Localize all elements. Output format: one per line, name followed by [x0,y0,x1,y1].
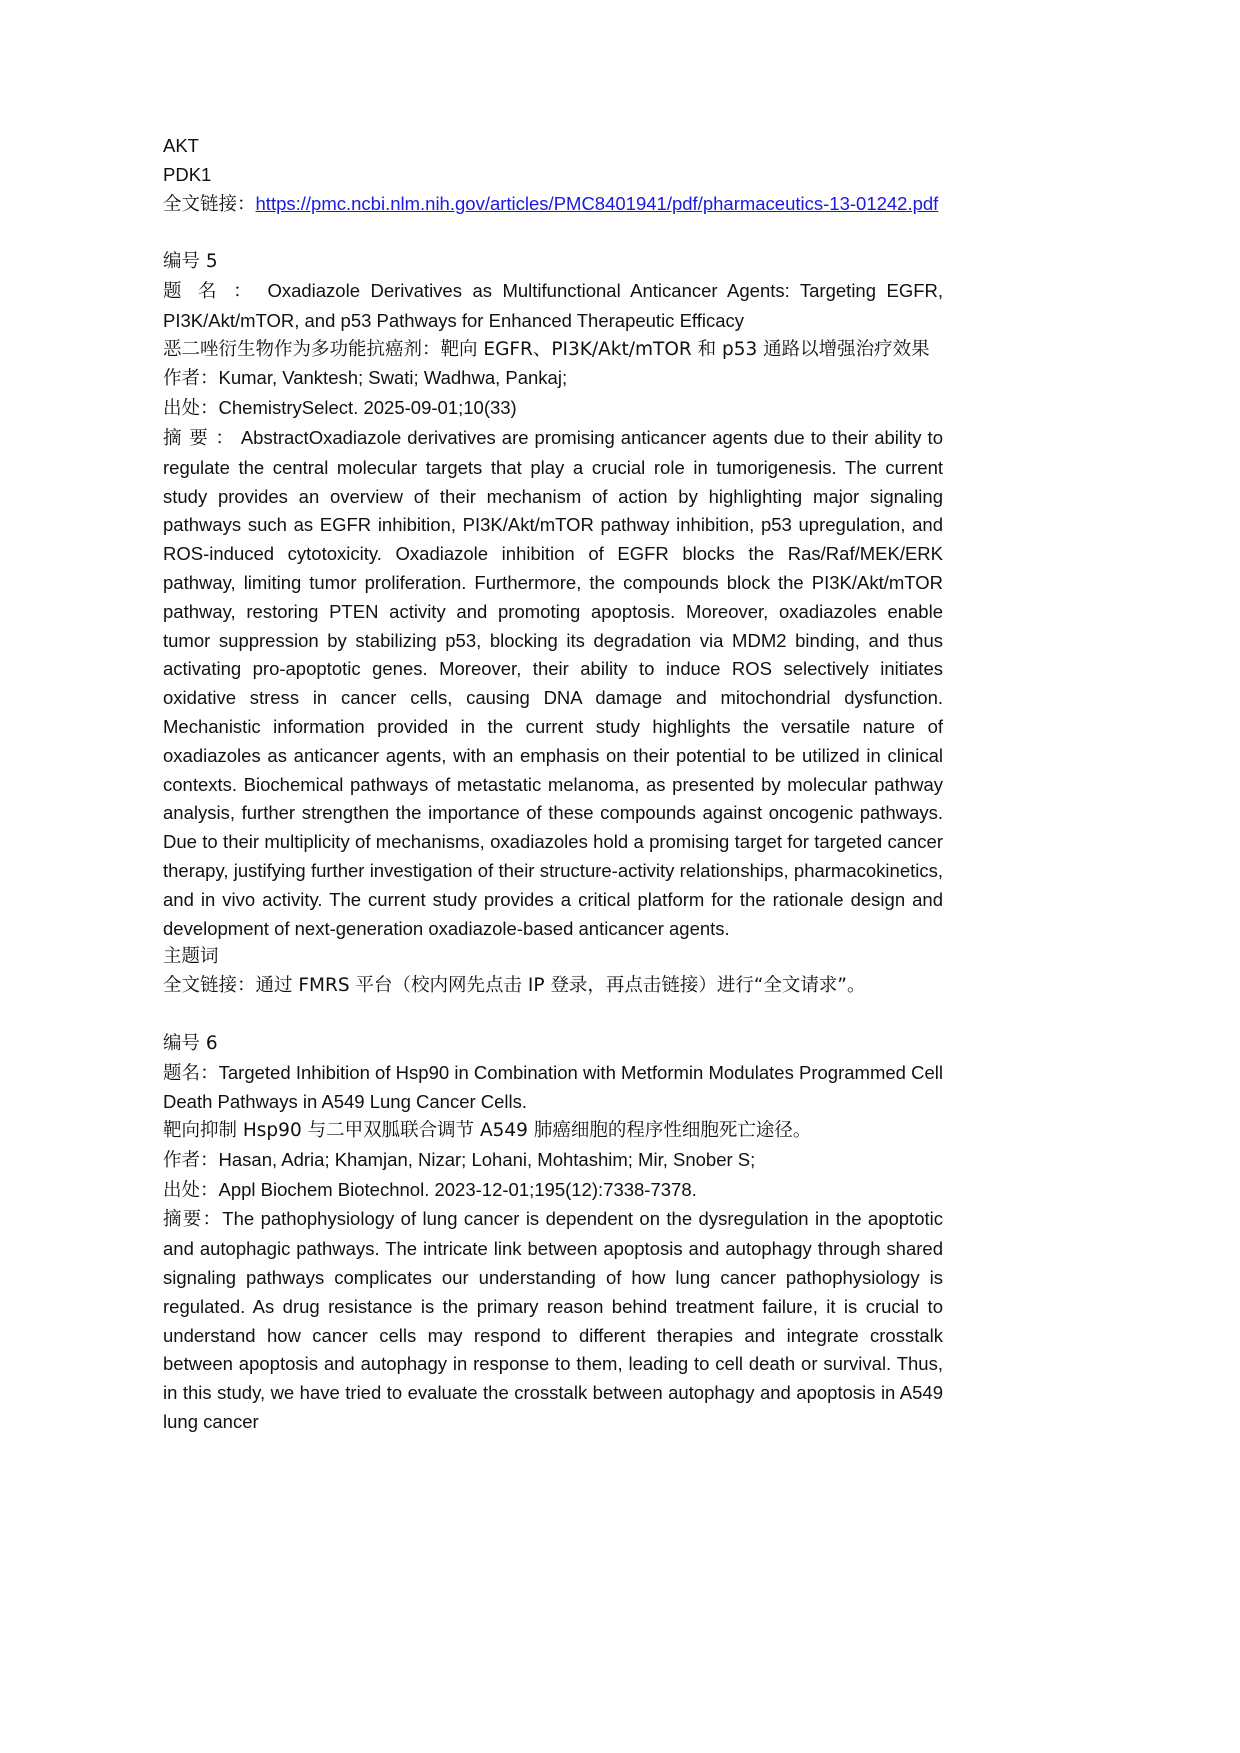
fulltext-link-row [163,190,943,220]
entry-5-abstract-label: 摘 要 ： [163,427,235,449]
entry-5-title-row [163,277,943,336]
entry-5-fulltext-label: 全文链接： [163,975,256,997]
entry-6-abstract-label: 摘要： [163,1209,223,1231]
entry-5-title: Oxadiazole Derivatives as Multifunctional Anticancer Agents: Targeting EGFR, PI3K/Akt/mTOR, and p53 Pathways for Enhanced Therapeutic Efficacy [163,279,944,331]
section-gap-1 [163,219,943,248]
entry-5 [163,248,943,1001]
entry-6-source-label: 出处： [163,1179,219,1201]
fragment-line-pdk1: PDK1 [163,163,212,185]
entry-5-source: ChemistrySelect. 2025-09-01;10(33) [218,397,517,419]
entry-5-keywords-label: 主题词 [163,946,219,968]
page-content [163,132,943,1437]
entry-5-source-row [163,394,943,424]
entry-5-number: 编号 5 [163,251,218,273]
entry-5-source-label: 出处： [163,398,219,420]
section-gap-2 [163,1001,943,1030]
entry-6-authors-row [163,1146,943,1176]
entry-6-authors-label: 作者： [163,1149,219,1171]
entry-6-title-row [163,1059,943,1118]
entry-6-title-label: 题名： [163,1062,219,1084]
entry-5-title-cn: 恶二唑衍生物作为多功能抗癌剂：靶向 EGFR、PI3K/Akt/mTOR 和 p53 通路以增强治疗效果 [163,338,930,360]
entry-5-fulltext-row [163,972,943,1001]
fragment-line-akt: AKT [163,135,199,156]
fulltext-label: 全文链接： [163,193,256,215]
entry-6-authors: Hasan, Adria; Khamjan, Nizar; Lohani, Mohtashim; Mir, Snober S; [218,1148,756,1170]
entry-5-abstract: AbstractOxadiazole derivatives are promising anticancer agents due to their ability to regulate the central molecular targets that play a crucial role in tumorigenesis. The current study provides an overview of their mechanism of action by highlighting major signaling pathways such as EGFR inhibition, PI3K/Akt/mTOR pathway inhibition, p53 upregulation, and ROS-induced cytotoxicity. Oxadiazole inhibition of EGFR blocks the Ras/Raf/MEK/ERK pathway, limiting tumor proliferation. Furthermore, the compounds block the PI3K/Akt/mTOR pathway, restoring PTEN activity and promoting apoptosis. Moreover, oxadiazoles enable tumor suppression by stabilizing p53, blocking its degradation via MDM2 binding, and thus activating pro-apoptotic genes. Moreover, their ability to induce ROS selectively initiates oxidative stress in cancer cells, causing DNA damage and mitochondrial dysfunction. Mechanistic information provided in the current study highlights the versatile nature of oxadiazoles as anticancer agents, with an emphasis on their potential to be utilized in clinical contexts. Biochemical pathways of metastatic melanoma, as presented by molecular pathway analysis, further strengthen the importance of these compounds against oncogenic pathways. Due to their multiplicity of mechanisms, oxadiazoles hold a promising target for targeted cancer therapy, justifying further investigation of their structure-activity relationships, pharmacokinetics, and in vivo activity. The current study provides a critical platform for the rationale design and development of next-generation oxadiazole-based anticancer agents. [163,426,943,939]
entry-5-authors-label: 作者： [163,368,219,390]
fulltext-url-link[interactable]: https://pmc.ncbi.nlm.nih.gov/articles/PMC8401941/pdf/pharmaceutics-13-01242.pdf [255,192,939,214]
entry-6-source-row [163,1176,943,1206]
entry-6-title: Targeted Inhibition of Hsp90 in Combination with Metformin Modulates Programmed Cell Death Pathways in A549 Lung Cancer Cells. [163,1061,943,1113]
entry-6-abstract-row [163,1205,943,1436]
entry-6-number: 编号 6 [163,1032,218,1054]
entry-5-title-label: 题 名 ： [163,280,257,302]
entry-5-authors-row [163,364,943,394]
entry-6 [163,1030,943,1437]
entry-6-title-cn: 靶向抑制 Hsp90 与二甲双胍联合调节 A549 肺癌细胞的程序性细胞死亡途径。 [163,1120,812,1142]
entry-5-abstract-row [163,424,943,943]
entry-6-source: Appl Biochem Biotechnol. 2023-12-01;195(12):7338-7378. [218,1178,697,1200]
entry-5-fulltext-value: 通过 FMRS 平台（校内网先点击 IP 登录，再点击链接）进行“全文请求”。 [255,975,866,997]
entry-5-authors: Kumar, Vanktesh; Swati; Wadhwa, Pankaj; [218,367,568,389]
entry-6-abstract: The pathophysiology of lung cancer is dependent on the dysregulation in the apoptotic and autophagic pathways. The intricate link between apoptosis and autophagy through shared signaling pathways complicates our understanding of how lung cancer pathophysiology is regulated. As drug resistance is the primary reason behind treatment failure, it is crucial to understand how cancer cells may respond to different therapies and integrate crosstalk between apoptosis and autophagy in response to them, leading to cell death or survival. Thus, in this study, we have tried to evaluate the crosstalk between autophagy and apoptosis in A549 lung cancer [163,1208,943,1433]
